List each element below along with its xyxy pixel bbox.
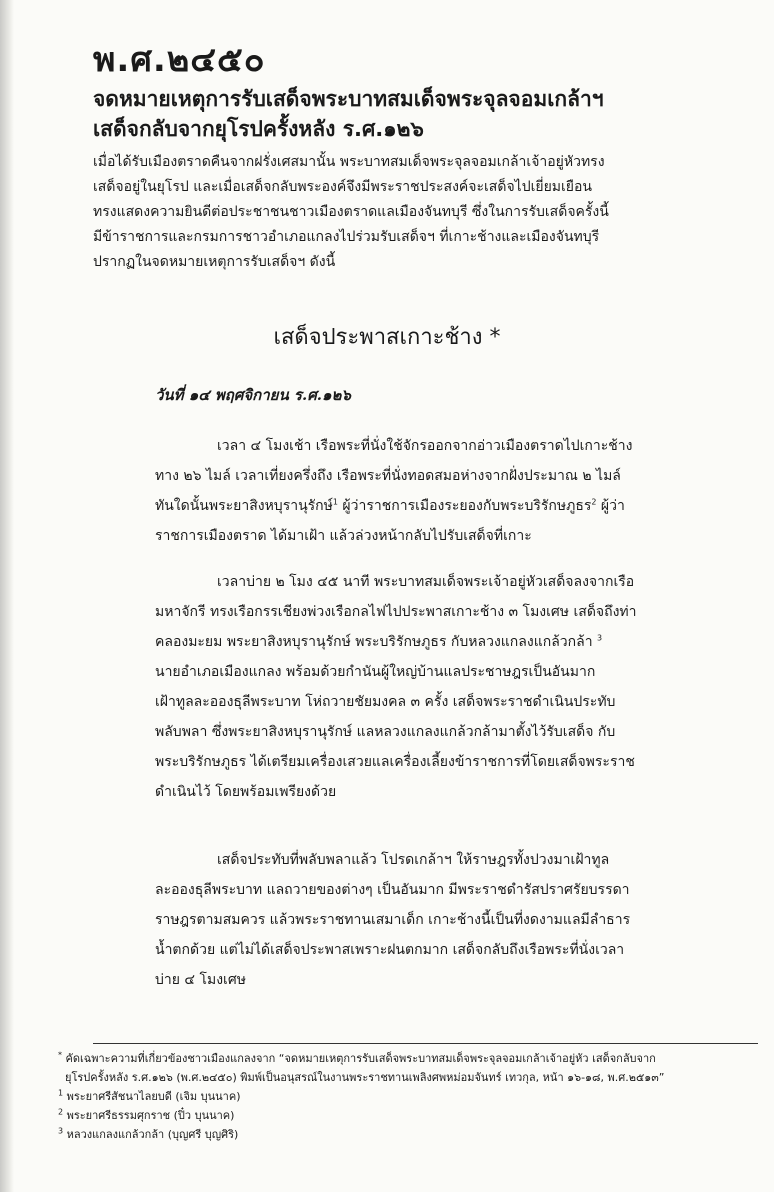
paragraph-line: เวลา ๔ โมงเช้า เรือพระที่นั่งใช้จักรออกจากอ่าวเมืองตราดไปเกาะช้าง (217, 438, 633, 454)
page-edge-shadow (0, 0, 14, 1192)
text-span: ผู้ว่าราชการเมืองระยองกับพระบริรักษภูธร (337, 498, 592, 514)
title-line: จดหมายเหตุการรับเสด็จพระบาทสมเด็จพระจุลจอมเกล้าฯ (93, 87, 604, 111)
footnote-3 (58, 1125, 758, 1144)
footnote-mark: 1 (58, 1088, 64, 1098)
paragraph-line: บ่าย ๔ โมงเศษ (155, 972, 246, 988)
paragraph-2 (155, 567, 755, 807)
paragraph-line: ละอองธุลีพระบาท แลถวายของต่างๆ เป็นอันมาก มีพระราชดำรัสปราศรัยบรรดา (155, 882, 630, 898)
intro-paragraph (93, 150, 763, 275)
footnote-ref-1: 1 (332, 497, 338, 507)
paragraph-line: พระบริรักษภูธร ได้เตรียมเครื่องเสวยแลเครื่องเลี้ยงข้าราชการที่โดยเสด็จพระราช (155, 754, 635, 770)
text-span: ผู้ว่า (596, 498, 625, 514)
entry-date: วันที่ ๑๔ พฤศจิกายน ร.ศ.๑๒๖ (155, 386, 351, 404)
footnote-ref-2: 2 (591, 497, 597, 507)
page-title (93, 84, 753, 144)
footnote-mark: * (58, 1050, 62, 1060)
paragraph-line: น้ำตกด้วย แต่ไม่ได้เสด็จประพาสเพราะฝนตกมาก เสด็จกลับถึงเรือพระที่นั่งเวลา (155, 942, 625, 958)
footnote-text: พระยาศรีสัชนาไลยบดี (เจิม บุนนาค) (63, 1090, 241, 1103)
footnote-text: พระยาศรีธรรมศุกราช (ปิ๋ว บุนนาค) (63, 1109, 235, 1122)
footnote-2 (58, 1106, 758, 1125)
footnote-ref-3: 3 (597, 633, 603, 643)
text-span: คลองมะยม พระยาสิงหบุรานุรักษ์ พระบริรักษภูธร กับหลวงแกลงแกล้วกล้า (155, 634, 593, 650)
intro-line: มีข้าราชการและกรมการชาวอำเภอแกลงไปร่วมรับเสด็จฯ ที่เกาะช้างและเมืองจันทบุรี (93, 229, 600, 245)
section-title: เสด็จประพาสเกาะช้าง * (273, 325, 501, 350)
paragraph-line: พลับพลา ซึ่งพระยาสิงหบุรานุรักษ์ แลหลวงแกลงแกล้วกล้ามาตั้งไว้รับเสด็จ กับ (155, 724, 616, 740)
paragraph-1 (155, 431, 755, 551)
footnote-star (58, 1049, 758, 1068)
footnote-star-cont: ยุโรปครั้งหลัง ร.ศ.๑๒๖ (พ.ศ.๒๔๕๐) พิมพ์เป็นอนุสรณ์ในงานพระราชทานเพลิงศพหม่อมจันทร์ เทวกุล, หน้า ๑๖-๑๘, พ.ศ.๒๕๑๓” (65, 1071, 665, 1084)
footnote-text: คัดเฉพาะความที่เกี่ยวข้องชาวเมืองแกลงจาก “จดหมายเหตุการรับเสด็จพระบาทสมเด็จพระจุลจอมเกล้าเจ้าอยู่หัว เสด็จกลับจาก (62, 1052, 656, 1065)
paragraph-line: นายอำเภอเมืองแกลง พร้อมด้วยกำนันผู้ใหญ่บ้านแลประชาษฎรเป็นอันมาก (155, 664, 596, 680)
intro-line: เมื่อได้รับเมืองตราดคืนจากฝรั่งเศสมานั้น พระบาทสมเด็จพระจุลจอมเกล้าเจ้าอยู่หัวทรง (93, 154, 605, 170)
text-span: ทันใดนั้นพระยาสิงหบุรานุรักษ์ (155, 498, 333, 514)
intro-line: เสด็จอยู่ในยุโรป และเมื่อเสด็จกลับพระองค์จึงมีพระราชประสงค์จะเสด็จไปเยี่ยมเยือน (93, 179, 592, 195)
paragraph-line: ราชการเมืองตราด ได้มาเฝ้า แล้วล่วงหน้ากลับไปรับเสด็จที่เกาะ (155, 528, 532, 544)
paragraph-line: ราษฎรตามสมควร แล้วพระราชทานเสมาเด็ก เกาะช้างนี้เป็นที่งดงามแลมีลำธาร (155, 912, 631, 928)
footnote-mark: 3 (58, 1126, 64, 1136)
footnote-mark: 2 (58, 1107, 64, 1117)
paragraph-line: เฝ้าทูลละอองธุลีพระบาท โห่ถวายชัยมงคล ๓ ครั้ง เสด็จพระราชดำเนินประทับ (155, 694, 616, 710)
intro-line: ปรากฏในจดหมายเหตุการรับเสด็จฯ ดังนี้ (93, 254, 336, 270)
footnotes (58, 1049, 758, 1144)
intro-line: ทรงแสดงความยินดีต่อประชาชนชาวเมืองตราดแลเมืองจันทบุรี ซึ่งในการรับเสด็จครั้งนี้ (93, 204, 609, 220)
paragraph-line: เสด็จประทับที่พลับพลาแล้ว โปรดเกล้าฯ ให้ราษฎรทั้งปวงมาเฝ้าทูล (217, 852, 610, 868)
paragraph-line: เวลาบ่าย ๒ โมง ๔๕ นาที พระบาทสมเด็จพระเจ้าอยู่หัวเสด็จลงจากเรือ (217, 574, 635, 590)
paragraph-line: ดำเนินไว้ โดยพร้อมเพรียงด้วย (155, 784, 337, 800)
footnote-1 (58, 1087, 758, 1106)
year-heading: พ.ศ.๒๔๕๐ (93, 40, 266, 80)
title-line: เสด็จกลับจากยุโรปครั้งหลัง ร.ศ.๑๒๖ (93, 117, 424, 141)
paragraph-line (155, 491, 755, 521)
paragraph-line: มหาจักรี ทรงเรือกรรเชียงพ่วงเรือกลไฟไปประพาสเกาะช้าง ๓ โมงเศษ เสด็จถึงท่า (155, 604, 637, 620)
paragraph-3 (155, 845, 755, 995)
paragraph-line (155, 627, 755, 657)
paragraph-line: ทาง ๒๖ ไมล์ เวลาเที่ยงครึ่งถึง เรือพระที่นั่งทอดสมอห่างจากฝั่งประมาณ ๒ ไมล์ (155, 468, 621, 484)
footnote-divider (93, 1043, 758, 1044)
footnote-text: หลวงแกลงแกล้วกล้า (บุญศรี บุญศิริ) (63, 1128, 239, 1141)
